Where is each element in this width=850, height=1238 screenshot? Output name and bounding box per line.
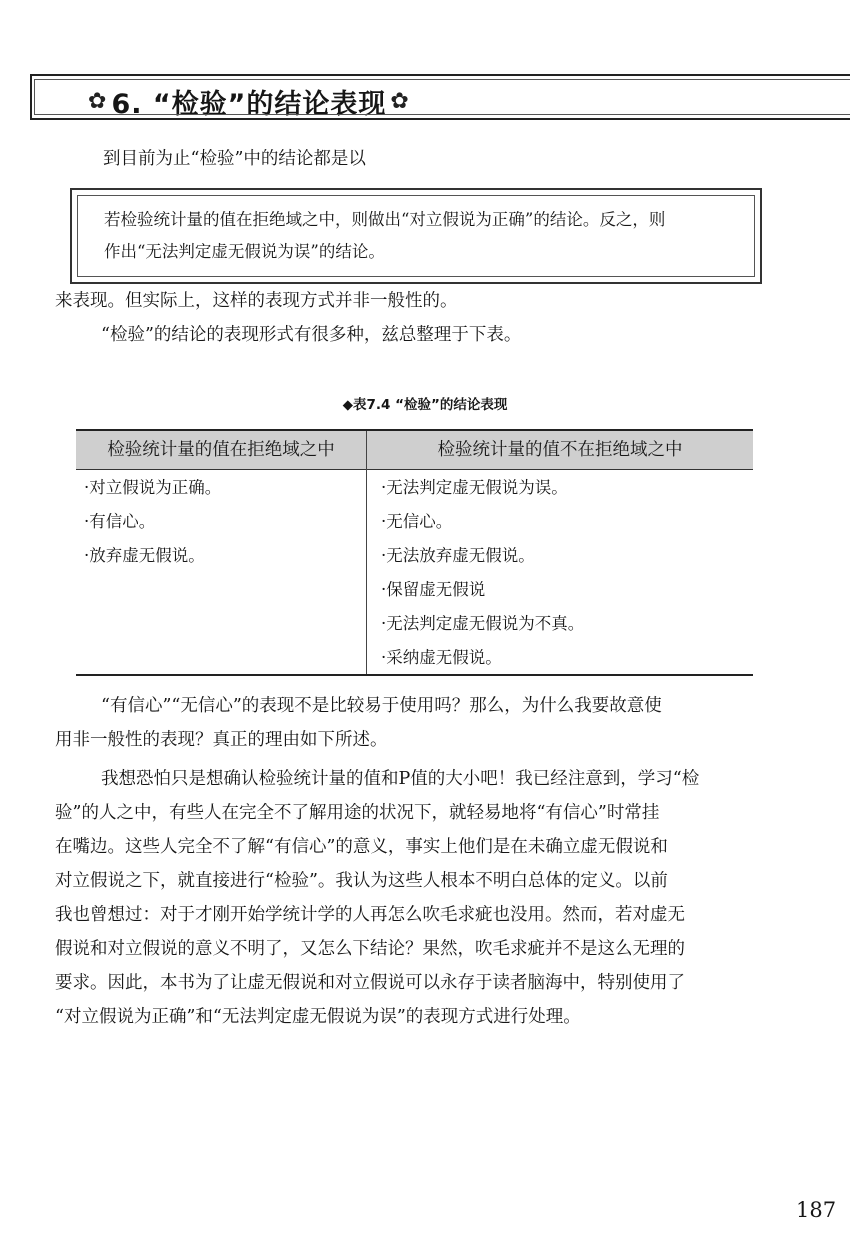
paragraph-line: “检验”的结论的表现形式有很多种，兹总整理于下表。	[101, 325, 522, 345]
conclusion-table	[76, 429, 753, 676]
paragraph-line: 用非一般性的表现？真正的理由如下所述。	[55, 730, 388, 750]
table-cell: ·对立假说为正确。	[84, 478, 222, 497]
table-cell: ·有信心。	[84, 512, 156, 531]
flower-icon: ✿	[390, 89, 410, 114]
table-cell: ·无信心。	[381, 512, 453, 531]
paragraph-line: “对立假说为正确”和“无法判定虚无假说为误”的表现方式进行处理。	[55, 1007, 581, 1027]
page-number: 187	[796, 1198, 837, 1222]
table-header-row	[76, 431, 753, 470]
paragraph-line: 来表现。但实际上，这样的表现方式并非一般性的。	[55, 291, 458, 311]
column-divider	[366, 431, 367, 674]
paragraph-line: 要求。因此，本书为了让虚无假说和对立假说可以永存于读者脑海中，特别使用了	[55, 973, 685, 993]
table-cell: ·采纳虚无假说。	[381, 648, 502, 667]
intro-text: 到目前为止“检验”中的结论都是以	[103, 149, 366, 169]
table-column-left	[84, 471, 221, 573]
paragraph-line: 在嘴边。这些人完全不了解“有信心”的意义，事实上他们是在未确立虚无假说和	[55, 837, 668, 857]
section-header	[30, 74, 850, 120]
flower-icon: ✿	[88, 89, 108, 114]
definition-line: 若检验统计量的值在拒绝域之中，则做出“对立假说为正确”的结论。反之，则	[104, 210, 666, 229]
table-column-right	[381, 471, 584, 675]
table-cell: ·保留虚无假说	[381, 580, 486, 599]
definition-box-inner	[77, 195, 755, 277]
paragraph-line: 对立假说之下，就直接进行“检验”。我认为这些人根本不明白总体的定义。以前	[55, 871, 668, 891]
table-cell: ·无法判定虚无假说为不真。	[381, 614, 585, 633]
table-cell: ·无法放弃虚无假说。	[381, 546, 535, 565]
table-caption: ◆表7.4 “检验”的结论表现	[342, 397, 508, 413]
paragraph-line: 我也曾想过：对于才刚开始学统计学的人再怎么吹毛求疵也没用。然而，若对虚无	[55, 905, 685, 925]
paragraph-line: “有信心”“无信心”的表现不是比较易于使用吗？那么，为什么我要故意使	[101, 696, 662, 716]
table-cell: ·无法判定虚无假说为误。	[381, 478, 568, 497]
table-header-cell: 检验统计量的值在拒绝域之中	[107, 440, 335, 460]
definition-box	[70, 188, 762, 284]
paragraph-line: 我想恐怕只是想确认检验统计量的值和P值的大小吧！我已经注意到，学习“检	[101, 769, 700, 789]
table-header-cell: 检验统计量的值不在拒绝域之中	[437, 440, 683, 460]
paragraph-line: 验”的人之中，有些人在完全不了解用途的状况下，就轻易地将“有信心”时常挂	[55, 803, 660, 823]
table-cell: ·放弃虚无假说。	[84, 546, 205, 565]
paragraph-line: 假说和对立假说的意义不明了，又怎么下结论？果然，吹毛求疵并不是这么无理的	[55, 939, 685, 959]
section-title-row	[88, 82, 410, 121]
definition-line: 作出“无法判定虚无假说为误”的结论。	[104, 242, 385, 261]
section-title: 6. “检验”的结论表现	[111, 89, 387, 120]
